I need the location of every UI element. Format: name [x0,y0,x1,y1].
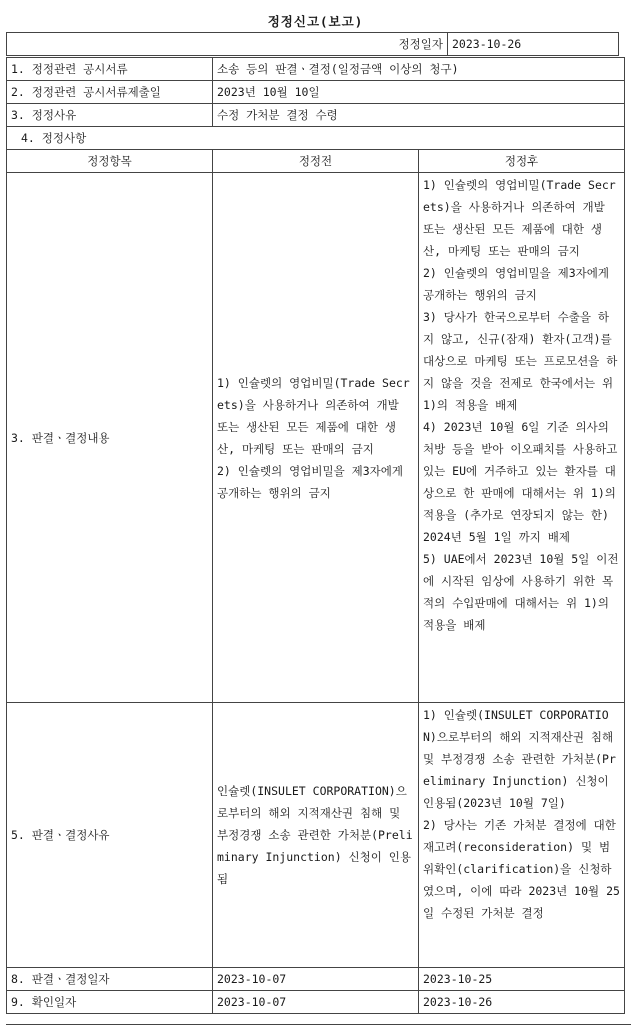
correction-table [6,57,625,1014]
row-after-cell: 2023-10-25 [419,968,625,991]
summary-row [7,104,625,127]
correction-date-value: 2023-10-26 [448,33,619,56]
correction-date-table [6,32,619,56]
cell-line: 1) 인슐렛의 영업비밀(Trade Secrets)을 사용하거나 의존하여 개발 또는 생산된 모든 제품에 대한 생산, 마케팅 또는 판매의 금지 [217,375,410,456]
cell-line: 4) 2023년 10월 6일 기준 의사의 처방 등을 받아 이오패치를 사용하고 있는 EU에 거주하고 있는 환자를 대상으로 한 판매에 대해서는 위 1)의 적용을 (추가로 연장되지 않는 한) 2024년 5월 1일 까지 배제 [423,420,618,544]
correction-date-label: 정정일자 [7,33,448,56]
document-title: 정정신고(보고) [267,14,364,29]
summary-row [7,81,625,104]
row-before-text [217,780,414,890]
summary-label: 3. 정정사유 [7,104,213,127]
summary-value: 수정 가처분 결정 수령 [213,104,625,127]
column-header-row [7,150,625,173]
row-before-cell [213,703,419,968]
table-row [7,703,625,968]
bottom-rule [6,1024,631,1025]
summary-label: 2. 정정관련 공시서류제출일 [7,81,213,104]
summary-value: 2023년 10월 10일 [213,81,625,104]
column-header-item: 정정항목 [7,150,213,173]
cell-line: 1) 인슐렛(INSULET CORPORATION)으로부터의 해외 지적재산권 침해 및 부정경쟁 소송 관련한 가처분(Preliminary Injunction) 신청이 인용됨(2023년 10월 7일) [423,708,616,810]
cell-line: 인슐렛(INSULET CORPORATION)으로부터의 해외 지적재산권 침해 및 부정경쟁 소송 관련한 가처분(Preliminary Injunction) 신청이 인용됨 [217,784,413,886]
row-before-text [217,372,414,504]
row-after-cell [419,173,625,703]
row-item-label: 5. 판결ㆍ결정사유 [7,703,213,968]
row-before-cell [213,173,419,703]
summary-row [7,58,625,81]
row-after-text [423,704,620,924]
table-row [7,968,625,991]
row-after-text [423,174,620,636]
row-item-label: 8. 판결ㆍ결정일자 [7,968,213,991]
cell-line: 2) 인슐렛의 영업비밀을 제3자에게 공개하는 행위의 금지 [217,463,403,500]
row-before-cell: 2023-10-07 [213,968,419,991]
cell-line: 3) 당사가 한국으로부터 수출을 하지 않고, 신규(잠재) 환자(고객)를 대상으로 마케팅 또는 프로모션을 하지 않을 것을 전제로 한국에서는 위 1)의 적용을 배제 [423,310,618,412]
row-item-label: 3. 판결ㆍ결정내용 [7,173,213,703]
cell-line: 1) 인슐렛의 영업비밀(Trade Secrets)을 사용하거나 의존하여 개발 또는 생산된 모든 제품에 대한 생산, 마케팅 또는 판매의 금지 [423,178,616,258]
cell-line: 2) 당사는 기존 가처분 결정에 대한 재고려(reconsideration) 및 범위확인(clarification)을 신청하였으며, 이에 따라 2023년 10월 25일 수정된 가처분 결정 [423,818,620,920]
table-row [7,991,625,1014]
cell-line: 2) 인슐렛의 영업비밀을 제3자에게 공개하는 행위의 금지 [423,266,609,302]
summary-value: 소송 등의 판결ㆍ결정(일정금액 이상의 청구) [213,58,625,81]
column-header-before: 정정전 [213,150,419,173]
table-row [7,173,625,703]
row-after-cell: 2023-10-26 [419,991,625,1014]
section-heading: 4. 정정사항 [7,127,625,150]
correction-date-row [7,33,619,56]
column-header-after: 정정후 [419,150,625,173]
row-after-cell [419,703,625,968]
row-before-cell: 2023-10-07 [213,991,419,1014]
cell-line: 5) UAE에서 2023년 10월 5일 이전에 시작된 임상에 사용하기 위한 목적의 수입판매에 대해서는 위 1)의 적용을 배제 [423,552,619,632]
summary-label: 1. 정정관련 공시서류 [7,58,213,81]
row-item-label: 9. 확인일자 [7,991,213,1014]
section-heading-row [7,127,625,150]
